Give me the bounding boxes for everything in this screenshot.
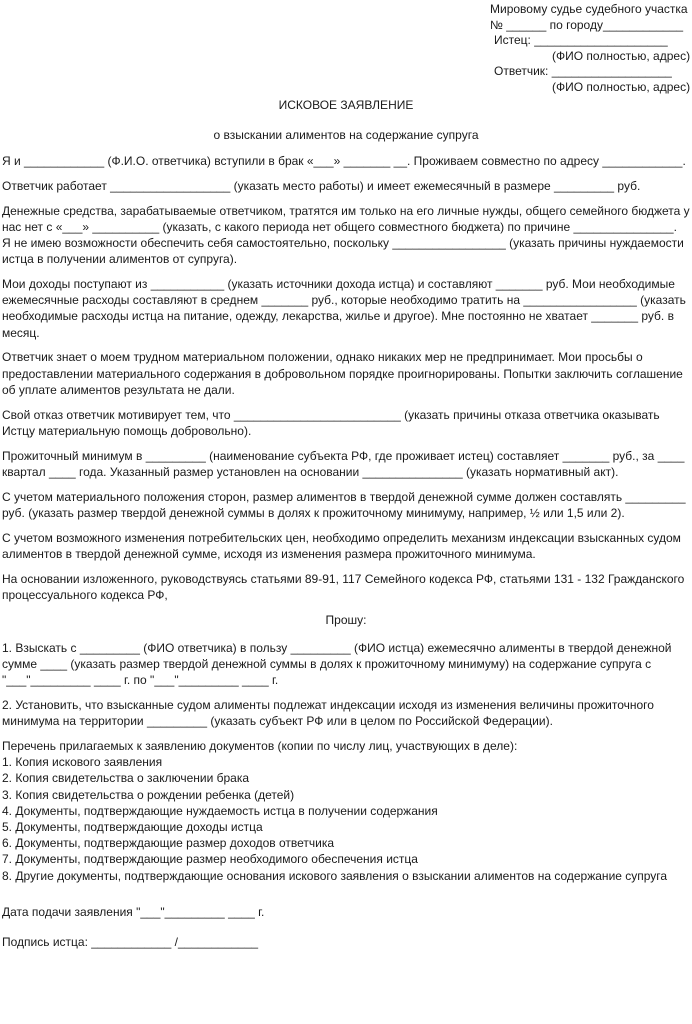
filing-date: Дата подачи заявления "___"_________ ____ г.: [2, 904, 265, 919]
request-item-2: 2. Установить, что взысканные судом алименты подлежат индексации исходя из изменения величины прожиточного минимума на территории _________ (указать субъект РФ или в целом по Российской Федерации).: [2, 698, 654, 729]
defendant-note: (ФИО полностью, адрес): [552, 79, 691, 94]
attachments-title: Перечень прилагаемых к заявлению документов (копии по числу лиц, участвующих в деле):: [2, 739, 518, 754]
document-subtitle: о взыскании алиментов на содержание супруга: [213, 128, 479, 142]
court-number: № ______ по городу____________: [490, 17, 684, 32]
plaintiff-line: Истец: ____________________: [494, 33, 668, 47]
paragraph-refusal: Свой отказ ответчик мотивирует тем, что _________________________ (указать причины отказа ответчика оказывать Истцу материальную помощь добровольно).: [2, 407, 660, 438]
paragraph-amount: С учетом материального положения сторон, размер алиментов в твердой денежной сумме должен составлять _________ руб. (указать размер твердой денежной суммы в долях к прожиточному минимуму, например, ½ или 1,5 или 2).: [2, 489, 686, 520]
list-item: 6. Документы, подтверждающие размер доходов ответчика: [2, 836, 335, 851]
attachments-list: [2, 754, 690, 884]
document-title: ИСКОВОЕ ЗАЯВЛЕНИЕ: [278, 98, 414, 112]
plaintiff-note: (ФИО полностью, адрес): [552, 48, 691, 63]
document-body: [2, 153, 690, 964]
paragraph-income: Мои доходы поступают из ___________ (указать источники дохода истца) и составляют _______ руб. Мои необходимые ежемесячные расходы составляют в среднем _______ руб., которые необходимо тратить на _________________ (указать необходимые расходы истца на питание, одежду, лекарства, жилье и другое). Мне постоянно не хватает _______ руб. в месяц.: [2, 277, 686, 340]
list-item: 4. Документы, подтверждающие нуждаемость истца в получении содержания: [2, 803, 438, 818]
paragraph-defendant-work: Ответчик работает __________________ (указать место работы) и имеет ежемесячный в размере _________ руб.: [2, 178, 641, 193]
list-item: 3. Копия свидетельства о рождении ребенка (детей): [2, 787, 295, 802]
court-addressee: Мировому судье судебного участка: [490, 2, 688, 16]
list-item: 8. Другие документы, подтверждающие основания искового заявления о взыскании алиментов на содержание супруга: [2, 868, 668, 883]
plaintiff-signature: Подпись истца: ____________ /____________: [2, 935, 259, 950]
defendant-line: Ответчик: __________________: [494, 64, 672, 78]
paragraph-need: Я не имею возможности обеспечить себя самостоятельно, поскольку _________________ (указать причины нуждаемости истца в получении алиментов от супруга).: [2, 236, 684, 267]
paragraph-legal-basis: На основании изложенного, руководствуясь статьями 89-91, 117 Семейного кодекса РФ, статьями 131 - 132 Гражданского процессуального кодекса РФ,: [2, 571, 685, 602]
request-item-1: 1. Взыскать с _________ (ФИО ответчика) в пользу _________ (ФИО истца) ежемесячно алименты в твердой денежной сумме ____ (указать размер твердой денежной суммы в долях к прожиточному минимуму) на содержание супруга с "___"_________ ____ г. по "___"_________ ____ г.: [2, 640, 672, 688]
list-item: 5. Документы, подтверждающие доходы истца: [2, 820, 263, 835]
addressee-header: [490, 2, 690, 95]
paragraph-marriage: Я и ____________ (Ф.И.О. ответчика) вступили в брак «___» _______ __. Проживаем совместно по адресу ____________.: [2, 154, 686, 168]
list-item: 7. Документы, подтверждающие размер необходимого обеспечения истца: [2, 852, 418, 867]
paragraph-subsistence: Прожиточный минимум в _________ (наименование субъекта РФ, где проживает истец) составляет _______ руб., за ____ квартал ____ года. Указанный размер установлен на основании _______________ (указать нормативный акт).: [2, 448, 685, 479]
paragraph-indexation: С учетом возможного изменения потребительских цен, необходимо определить механизм индексации взысканных судом алиментов в твердой денежной сумме, исходя из изменения размера прожиточного минимума.: [2, 530, 681, 561]
list-item: 1. Копия искового заявления: [2, 755, 163, 770]
paragraph-situation: Ответчик знает о моем трудном материальном положении, однако никаких мер не предпринимает. Мои просьбы о предоставлении материального содержания в добровольном порядке проигнорированы. Попытки заключить соглашение об уплате алиментов результата не дали.: [2, 350, 683, 397]
paragraph-budget: Денежные средства, зарабатываемые ответчиком, тратятся им только на его личные нужды, общего семейного бюджета у нас нет с «___» __________ (указать, с какого периода нет общего совместного бюджета) по причине _______________.: [2, 203, 690, 234]
list-item: 2. Копия свидетельства о заключении брака: [2, 771, 250, 786]
request-heading: Прошу:: [325, 612, 367, 627]
